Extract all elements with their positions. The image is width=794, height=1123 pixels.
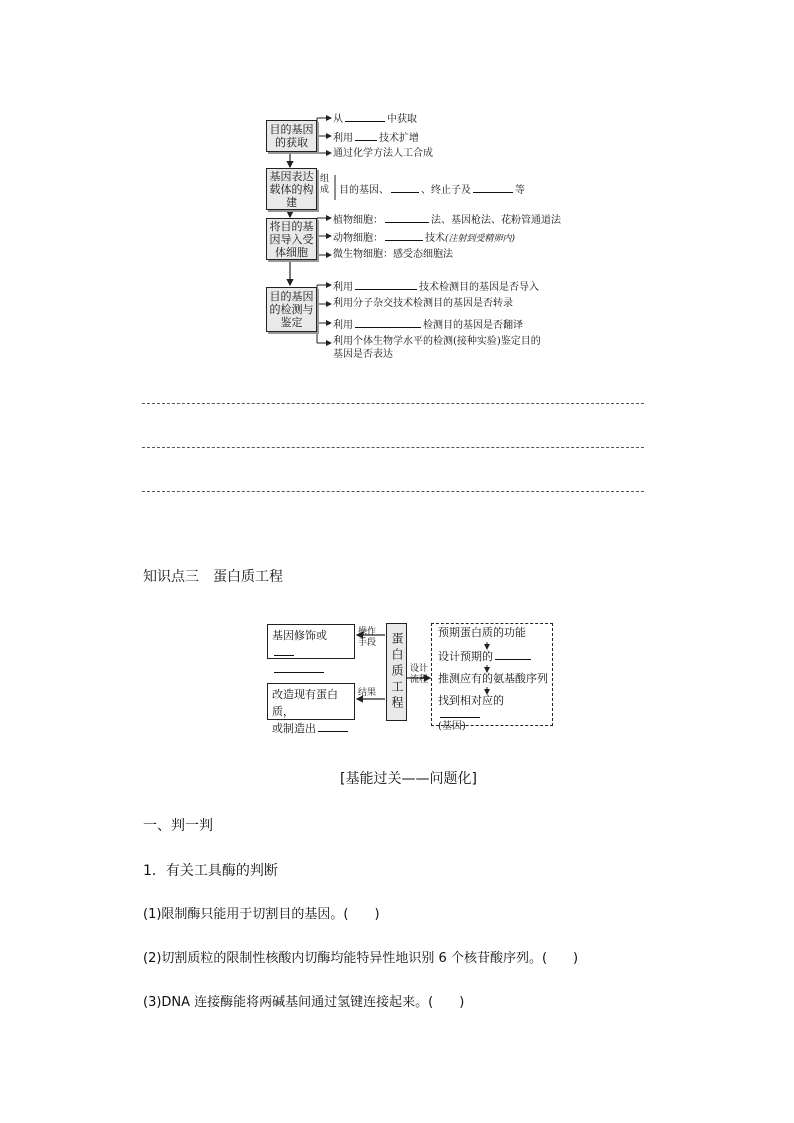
label-operation-means: 操作手段 — [357, 627, 376, 648]
blank — [355, 317, 421, 328]
box1-item-2: 利用 技术扩增 — [333, 130, 419, 145]
box4-item-4-cont: 基因是否表达 — [333, 349, 393, 360]
box1-item-3: 通过化学方法人工合成 — [333, 148, 433, 159]
question-item-2: (2)切割质粒的限制性核酸内切酶均能特异性地识别 6 个核苷酸序列。( ) — [143, 951, 579, 966]
box4-item-2: 利用分子杂交技术检测目的基因是否转录 — [333, 298, 513, 309]
box4-item-4: 利用个体生物学水平的检测(接种实验)鉴定目的 — [333, 336, 541, 347]
box-gene-acquisition: 目的基因的获取 — [266, 120, 317, 152]
blank — [391, 182, 419, 193]
section-title: 知识点三 蛋白质工程 — [143, 569, 283, 585]
box3-item-2: 动物细胞： 技术(注射到受精卵内) — [333, 230, 515, 245]
box-vector-construction: 基因表达载体的构建 — [266, 168, 317, 210]
answer-line — [142, 447, 644, 448]
step-3: 推测应有的氨基酸序列 — [438, 672, 548, 685]
answer-line — [142, 491, 644, 492]
blank — [345, 111, 385, 122]
box-protein-engineering: 蛋白质工程 — [386, 623, 407, 721]
box3-item-1: 植物细胞： 法、基因枪法、花粉管通道法 — [333, 212, 561, 227]
box-design-steps — [431, 623, 553, 732]
question-item-3: (3)DNA 连接酶能将两碱基间通过氢键连接起来。( ) — [143, 995, 465, 1010]
blank — [274, 645, 294, 656]
blank — [473, 182, 513, 193]
box3-item-3: 微生物细胞：感受态细胞法 — [333, 249, 453, 260]
box-gene-introduction: 将目的基因导入受体细胞 — [266, 218, 317, 260]
subtitle: [基能过关——问题化] — [340, 771, 477, 787]
blank — [440, 707, 480, 718]
blank — [274, 662, 324, 673]
box4-item-1: 利用 技术检测目的基因是否导入 — [333, 279, 539, 294]
step-4: 找到相对应的 — [438, 695, 546, 721]
box-gene-modification: 基因修饰或 — [267, 624, 355, 659]
blank — [318, 721, 348, 732]
box2-item: 目的基因、 、终止子及 等 — [339, 182, 525, 197]
question-item-1: (1)限制酶只能用于切割目的基因。( ) — [143, 907, 380, 922]
answer-line — [142, 403, 644, 404]
blank — [385, 212, 429, 223]
step-4-note: (基因) — [438, 721, 466, 732]
box-detection-identification: 目的基因的检测与鉴定 — [266, 287, 317, 332]
part-heading: 一、判一判 — [143, 818, 213, 834]
blank — [355, 130, 377, 141]
step-2: 设计预期的 — [438, 649, 546, 663]
box2-side-label: 组成 — [320, 174, 330, 195]
blank — [495, 649, 531, 660]
label-design-process: 设计流程 — [409, 664, 428, 685]
question-heading: 1．有关工具酶的判断 — [143, 863, 278, 879]
step-1: 预期蛋白质的功能 — [438, 626, 526, 639]
label-result: 结果 — [357, 688, 376, 698]
box1-item-1: 从 中获取 — [333, 111, 417, 126]
blank — [355, 279, 417, 290]
blank — [385, 230, 423, 241]
box4-item-3: 利用 检测目的基因是否翻译 — [333, 317, 523, 332]
box-result: 改造现有蛋白质， 或制造出 — [267, 683, 355, 720]
